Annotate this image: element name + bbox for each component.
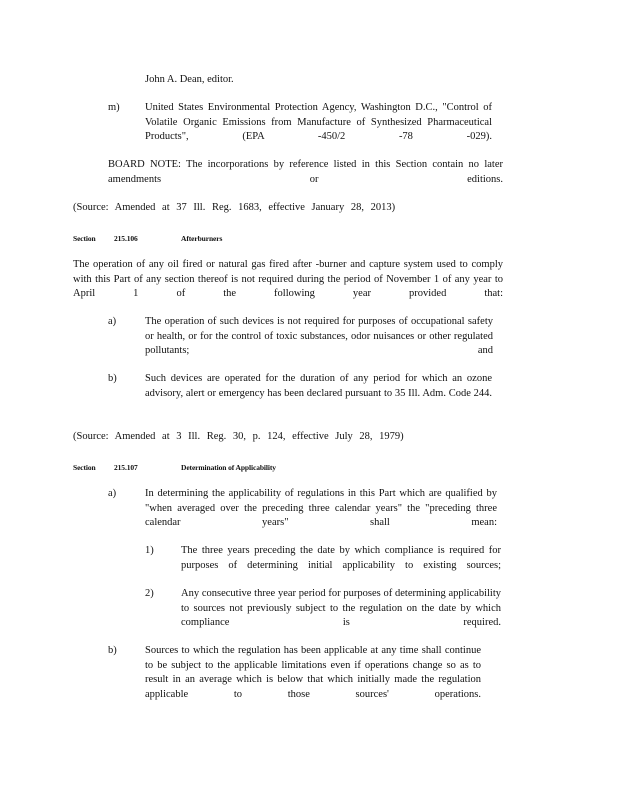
item-label-m: m) [108, 102, 120, 113]
section-label: Section [73, 463, 96, 472]
source-note-1: (Source: Amended at 37 Ill. Reg. 1683, effective January 28, 2013) [73, 202, 396, 213]
subitem-label-2: 2) [145, 588, 154, 599]
item-label-a: a) [108, 316, 117, 327]
section-107-subitem-2: Any consecutive three year period for purposes of determining applicability to sources not previously subject to the regulation on the date by which compliance is required. [181, 588, 501, 628]
section-title: Afterburners [181, 234, 223, 243]
section-106-item-b: Such devices are operated for the duration of any period for which an ozone advisory, alert or emergency has been declared pursuant to 35 Ill. Adm. Code 244. [145, 373, 492, 399]
section-number: 215.107 [114, 463, 138, 472]
editor-line: John A. Dean, editor. [145, 74, 234, 85]
item-label-b: b) [108, 645, 117, 656]
section-label: Section [73, 234, 96, 243]
reference-m-text: United States Environmental Protection Agency, Washington D.C., "Control of Volatile Organic Emissions from Manufacture of Synthesized Pharmaceutical Products", (EPA -450/2 -78 -029). [145, 102, 492, 142]
section-106-intro: The operation of any oil fired or natural gas fired after -burner and capture system used to comply with this Part of any section thereof is not required during the period of November 1 of any year to April 1 of the following year provided that: [73, 259, 503, 299]
section-106-item-a: The operation of such devices is not required for purposes of occupational safety or health, or for the control of toxic substances, odor nuisances or other regulated pollutants; and [145, 316, 493, 356]
section-title: Determination of Applicability [181, 463, 276, 472]
subitem-label-1: 1) [145, 545, 154, 556]
source-note-2: (Source: Amended at 3 Ill. Reg. 30, p. 124, effective July 28, 1979) [73, 431, 404, 442]
item-label-b: b) [108, 373, 117, 384]
item-label-a: a) [108, 488, 117, 499]
board-note: BOARD NOTE: The incorporations by reference listed in this Section contain no later amendments or editions. [108, 159, 503, 185]
section-107-subitem-1: The three years preceding the date by which compliance is required for purposes of determining initial applicability to existing sources; [181, 545, 501, 571]
section-107-item-a: In determining the applicability of regulations in this Part which are qualified by "when averaged over the preceding three calendar years" the "preceding three calendar years" shall mean: [145, 488, 497, 528]
section-107-item-b: Sources to which the regulation has been applicable at any time shall continue to be subject to the applicable limitations even if operations change so as to result in an average which is below that which initially made the regulation applicable to those sources' operations. [145, 645, 481, 700]
section-number: 215.106 [114, 234, 138, 243]
